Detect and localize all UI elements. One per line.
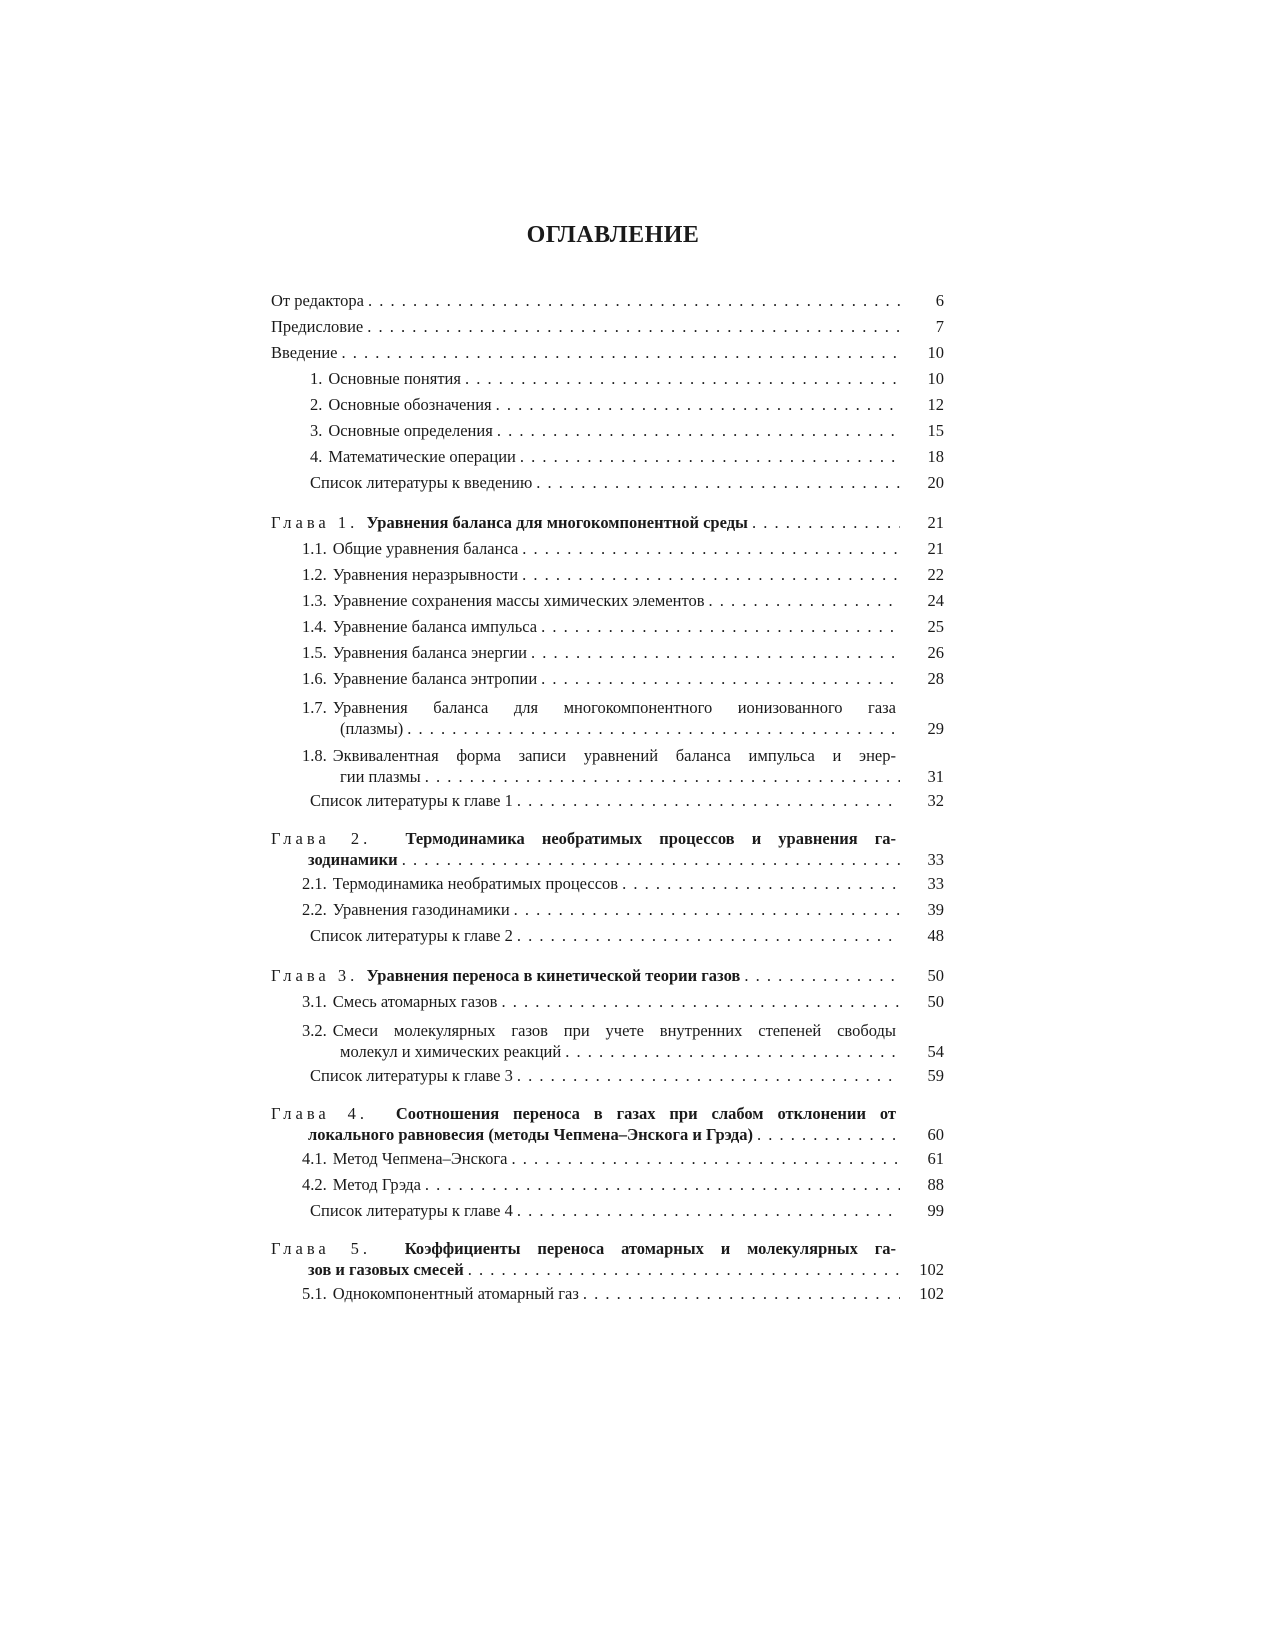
page-number: 50 — [927, 992, 944, 1011]
entry-text: Список литературы к главе 3 — [310, 1066, 513, 1085]
chapter-title-line1: Соотношения переноса в газах при слабом отклонении от — [395, 1104, 896, 1123]
toc-entry-intro-3[interactable] — [284, 418, 944, 444]
section-number: 4.2. — [302, 1175, 327, 1194]
entry-text: Список литературы к главе 4 — [310, 1201, 513, 1220]
entry-text-line2: (плазмы) — [340, 719, 404, 738]
page-number: 15 — [927, 421, 944, 440]
toc-entry-intro-2[interactable] — [284, 392, 944, 418]
toc-entry-3-2[interactable] — [284, 1020, 944, 1063]
page-number: 33 — [927, 874, 944, 893]
page-number: 12 — [927, 395, 944, 414]
entry-text: Основные понятия — [328, 369, 461, 388]
toc-entry-introduction[interactable] — [271, 340, 944, 366]
dot-leader — [531, 640, 900, 666]
toc-entry-1-3[interactable] — [284, 588, 944, 614]
entry-text: Термодинамика необратимых процессов — [332, 874, 619, 893]
chapter-title: Уравнения баланса для многокомпонентной среды — [366, 513, 748, 532]
entry-text: Математические операции — [328, 447, 516, 466]
dot-leader — [497, 418, 900, 444]
section-number: 3.2. — [302, 1021, 327, 1040]
entry-text-line1: Эквивалентная форма записи уравнений баланса импульса и энер- — [332, 746, 896, 765]
entry-text: Смесь атомарных газов — [332, 992, 498, 1011]
page-number: 54 — [927, 1042, 944, 1061]
chapter-title-line1: Термодинамика необратимых процессов и уравнения га- — [405, 829, 896, 848]
entry-text: Однокомпонентный атомарный газ — [332, 1284, 579, 1303]
chapter-title-line2: зов и газовых смесей — [308, 1260, 464, 1279]
page-number: 6 — [935, 291, 944, 310]
dot-leader — [709, 588, 900, 614]
entry-text-line2: гии плазмы — [340, 767, 421, 786]
chapter-title-line2: локального равновесия (методы Чепмена–Энскога и Грэда) — [308, 1125, 754, 1144]
section-number: 2.1. — [302, 874, 327, 893]
page-number: 29 — [927, 719, 944, 738]
entry-text: Список литературы к введению — [310, 473, 533, 492]
page-number: 20 — [927, 473, 944, 492]
entry-text: Основные обозначения — [328, 395, 492, 414]
dot-leader — [425, 1172, 900, 1198]
dot-leader — [517, 1198, 900, 1224]
dot-leader — [517, 923, 900, 949]
toc-entry-2-refs[interactable] — [284, 923, 944, 949]
dot-leader — [368, 288, 900, 314]
toc-chapter-1[interactable] — [271, 510, 944, 536]
dot-leader — [536, 470, 900, 496]
dot-leader — [465, 366, 900, 392]
entry-text: Уравнения неразрывности — [332, 565, 519, 584]
dot-leader — [622, 871, 900, 897]
dot-leader — [511, 1146, 900, 1172]
toc-entry-1-7[interactable] — [284, 697, 944, 740]
entry-text: Уравнение баланса импульса — [332, 617, 538, 636]
toc-entry-4-refs[interactable] — [284, 1198, 944, 1224]
toc-entry-4-2[interactable] — [284, 1172, 944, 1198]
chapter-label: Глава 5. — [271, 1239, 371, 1258]
toc-entry-4-1[interactable] — [284, 1146, 944, 1172]
toc-entry-2-1[interactable] — [284, 871, 944, 897]
page-number: 18 — [927, 447, 944, 466]
chapter-label: Глава 1. — [271, 513, 359, 532]
section-number: 1.6. — [302, 669, 327, 688]
entry-text: От редактора — [271, 291, 364, 310]
toc-entry-3-1[interactable] — [284, 989, 944, 1015]
dot-leader — [407, 718, 900, 740]
page-number: 21 — [927, 513, 944, 532]
entry-text: Введение — [271, 343, 338, 362]
dot-leader — [541, 666, 900, 692]
page-number: 99 — [927, 1201, 944, 1220]
entry-text: Предисловие — [271, 317, 364, 336]
toc-entry-intro-4[interactable] — [284, 444, 944, 470]
page-number: 61 — [927, 1149, 944, 1168]
section-number: 3. — [310, 421, 323, 440]
entry-text: Уравнение сохранения массы химических элементов — [332, 591, 705, 610]
toc-entry-preface[interactable] — [271, 314, 944, 340]
chapter-title-line2: зодинамики — [308, 850, 398, 869]
section-number: 3.1. — [302, 992, 327, 1011]
dot-leader — [522, 562, 900, 588]
entry-text: Уравнения баланса энергии — [332, 643, 528, 662]
entry-text: Метод Грэда — [332, 1175, 421, 1194]
page-number: 22 — [927, 565, 944, 584]
dot-leader — [522, 536, 900, 562]
toc-chapter-2[interactable] — [271, 828, 944, 871]
section-number: 5.1. — [302, 1284, 327, 1303]
toc-entry-intro-1[interactable] — [284, 366, 944, 392]
page-number: 48 — [927, 926, 944, 945]
dot-leader — [757, 1124, 900, 1146]
chapter-title: Уравнения переноса в кинетической теории газов — [366, 966, 741, 985]
toc-entry-1-5[interactable] — [284, 640, 944, 666]
chapter-label: Глава 2. — [271, 829, 372, 848]
page-number: 10 — [927, 343, 944, 362]
dot-leader — [583, 1281, 900, 1307]
dot-leader — [752, 510, 900, 536]
entry-text: Уравнения газодинамики — [332, 900, 510, 919]
page-number: 39 — [927, 900, 944, 919]
entry-text: Общие уравнения баланса — [332, 539, 519, 558]
page-number: 25 — [927, 617, 944, 636]
toc-entry-5-1[interactable] — [284, 1281, 944, 1307]
dot-leader — [744, 963, 900, 989]
toc-entry-1-6[interactable] — [284, 666, 944, 692]
section-number: 1.4. — [302, 617, 327, 636]
page-number: 10 — [927, 369, 944, 388]
page-number: 50 — [927, 966, 944, 985]
toc-entry-1-1[interactable] — [284, 536, 944, 562]
page-number: 102 — [919, 1260, 944, 1279]
page-number: 21 — [927, 539, 944, 558]
toc-entry-intro-refs[interactable] — [284, 470, 944, 496]
toc-entry-2-2[interactable] — [284, 897, 944, 923]
entry-text-line2: молекул и химических реакций — [340, 1042, 562, 1061]
dot-leader — [520, 444, 900, 470]
toc-chapter-5[interactable] — [271, 1238, 944, 1281]
toc-chapter-4[interactable] — [271, 1103, 944, 1146]
table-of-contents — [271, 288, 944, 1307]
page-number: 59 — [927, 1066, 944, 1085]
section-number: 1. — [310, 369, 323, 388]
page-number: 31 — [927, 767, 944, 786]
toc-chapter-3[interactable] — [271, 963, 944, 989]
page-number: 102 — [919, 1284, 944, 1303]
section-number: 1.1. — [302, 539, 327, 558]
toc-entry-1-4[interactable] — [284, 614, 944, 640]
page-number: 26 — [927, 643, 944, 662]
entry-text: Основные определения — [328, 421, 493, 440]
dot-leader — [425, 766, 900, 788]
section-number: 1.5. — [302, 643, 327, 662]
page-number: 7 — [935, 317, 944, 336]
dot-leader — [468, 1259, 900, 1281]
dot-leader — [402, 849, 900, 871]
entry-text: Уравнение баланса энтропии — [332, 669, 538, 688]
page-number: 24 — [927, 591, 944, 610]
entry-text: Метод Чепмена–Энскога — [332, 1149, 508, 1168]
section-number: 1.3. — [302, 591, 327, 610]
page-number: 32 — [927, 791, 944, 810]
toc-entry-1-8[interactable] — [284, 745, 944, 788]
entry-text: Список литературы к главе 1 — [310, 791, 513, 810]
toc-entry-1-2[interactable] — [284, 562, 944, 588]
chapter-title-line1: Коэффициенты переноса атомарных и молекулярных га- — [404, 1239, 896, 1258]
toc-entry-1-refs[interactable] — [284, 788, 944, 814]
section-number: 1.2. — [302, 565, 327, 584]
dot-leader — [517, 1063, 900, 1089]
page-number: 88 — [927, 1175, 944, 1194]
section-number: 1.8. — [302, 746, 327, 765]
dot-leader — [514, 897, 900, 923]
page-number: 60 — [927, 1125, 944, 1144]
toc-entry-editor[interactable] — [271, 288, 944, 314]
section-number: 4. — [310, 447, 323, 466]
dot-leader — [367, 314, 900, 340]
chapter-label: Глава 3. — [271, 966, 359, 985]
section-number: 1.7. — [302, 698, 327, 717]
dot-leader — [496, 392, 900, 418]
section-number: 4.1. — [302, 1149, 327, 1168]
entry-text: Список литературы к главе 2 — [310, 926, 513, 945]
dot-leader — [501, 989, 900, 1015]
entry-text-line1: Смеси молекулярных газов при учете внутренних степеней свободы — [332, 1021, 896, 1040]
dot-leader — [517, 788, 900, 814]
dot-leader — [565, 1041, 900, 1063]
page-title: ОГЛАВЛЕНИЕ — [526, 222, 700, 248]
dot-leader — [342, 340, 900, 366]
section-number: 2.2. — [302, 900, 327, 919]
entry-text-line1: Уравнения баланса для многокомпонентного ионизованного газа — [332, 698, 896, 717]
dot-leader — [541, 614, 900, 640]
chapter-label: Глава 4. — [271, 1104, 369, 1123]
toc-entry-3-refs[interactable] — [284, 1063, 944, 1089]
page-number: 28 — [927, 669, 944, 688]
page-number: 33 — [927, 850, 944, 869]
section-number: 2. — [310, 395, 323, 414]
